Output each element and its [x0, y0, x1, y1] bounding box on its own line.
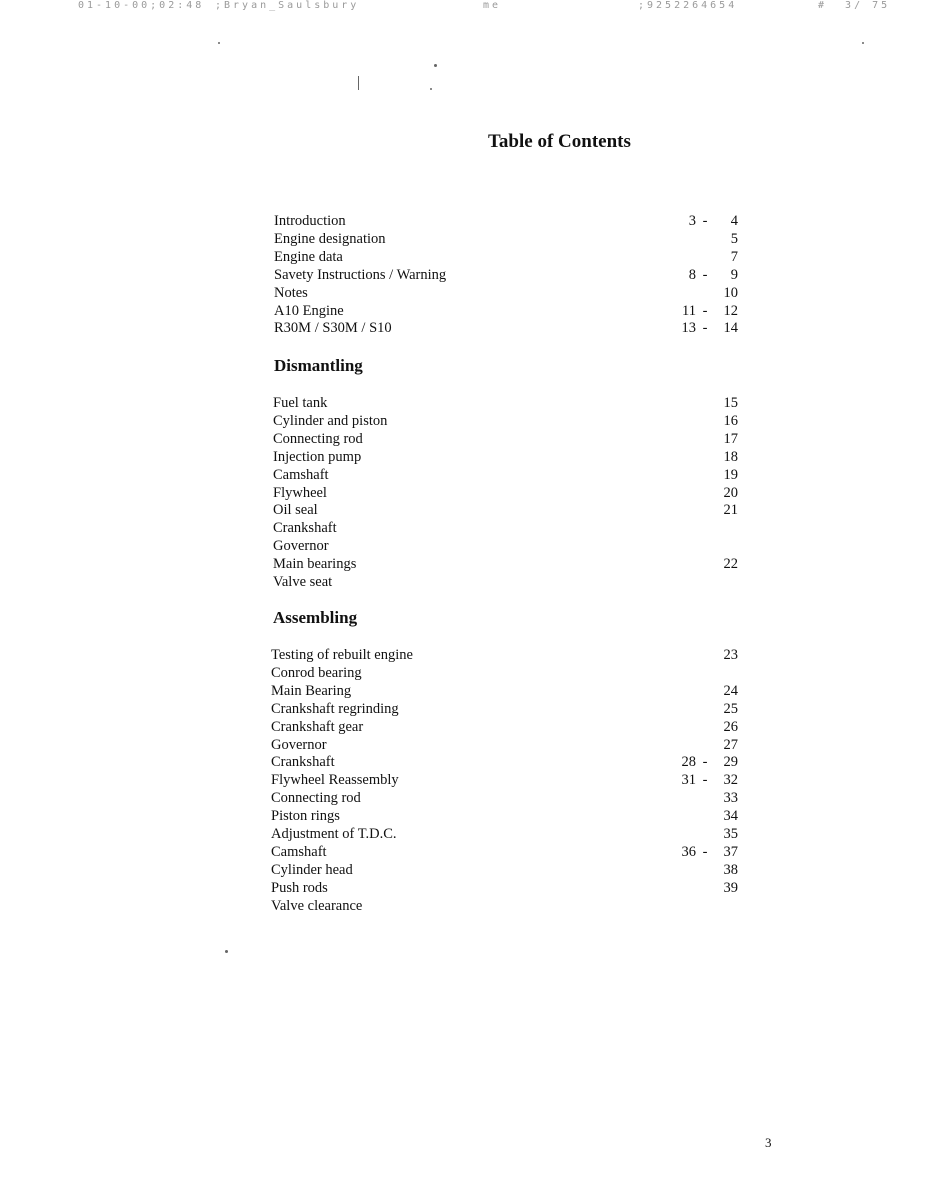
toc-page-start: 8 [688, 266, 696, 283]
toc-entry-label: Fuel tank [273, 395, 328, 411]
toc-entry-label: Adjustment of T.D.C. [271, 826, 397, 842]
toc-page-start: 28 [681, 754, 696, 771]
toc-entry-label: Valve clearance [271, 897, 363, 914]
toc-entry-label: Crankshaft [271, 754, 335, 771]
toc-page-end: 16 [723, 412, 738, 429]
toc-entry-label: Notes [274, 284, 308, 301]
toc-entry-label: Camshaft [273, 466, 329, 483]
toc-page-end: 23 [723, 647, 738, 663]
toc-entry-label: Engine data [274, 248, 343, 265]
fax-page: # 3/ 75 [818, 0, 891, 11]
fax-name: me [483, 0, 502, 11]
toc-page-dash: - [702, 302, 708, 319]
toc-page-end: 39 [723, 879, 738, 896]
toc-page-start: 13 [681, 320, 696, 337]
toc-page-start: 36 [681, 843, 696, 860]
fax-header [0, 0, 931, 14]
toc-page-end: 5 [730, 230, 738, 247]
toc-entry [0, 771, 931, 789]
toc-page-dash: - [702, 213, 708, 229]
toc-entry-label: Main bearings [273, 556, 357, 573]
toc-entry [0, 466, 931, 484]
toc-entry [0, 664, 931, 682]
toc-entry [0, 319, 931, 337]
assembling-heading: Assembling [273, 608, 358, 627]
toc-entry [0, 573, 931, 591]
toc-entry-label: Oil seal [273, 502, 318, 519]
toc-page-end: 17 [723, 430, 738, 447]
toc-entry-label: A10 Engine [274, 302, 344, 319]
toc-page-end: 9 [730, 266, 738, 283]
toc-entry-label: Connecting rod [271, 790, 361, 807]
toc-entry [0, 266, 931, 284]
toc-entry [0, 212, 931, 230]
toc-entry-label: Valve seat [273, 574, 333, 590]
toc-entry [0, 248, 931, 266]
toc-page-end: 26 [723, 718, 738, 735]
toc-entry-label: Crankshaft gear [271, 718, 364, 735]
toc-entry-label: Flywheel Reassembly [271, 772, 399, 789]
toc-entry [0, 700, 931, 718]
toc-entry [0, 682, 931, 700]
toc-entry [0, 302, 931, 320]
toc-entry-label: R30M / S30M / S10 [274, 320, 392, 337]
toc-page-end: 20 [723, 484, 738, 501]
toc-page-end: 24 [723, 682, 738, 699]
toc-entry-label: Savety Instructions / Warning [274, 266, 447, 283]
toc-entry-label: Crankshaft [273, 520, 337, 537]
toc-page-start: 31 [681, 772, 696, 789]
toc-entry [0, 861, 931, 879]
toc-page-end: 37 [723, 843, 738, 860]
toc-entry [0, 843, 931, 861]
toc-entry [0, 789, 931, 807]
toc-page-end: 21 [723, 502, 738, 519]
toc-page-end: 27 [723, 736, 738, 753]
toc-page-end: 14 [723, 320, 738, 337]
toc-entry-label: Cylinder and piston [273, 412, 388, 429]
toc-page-end: 15 [723, 395, 738, 411]
toc-page-dash: - [702, 754, 708, 771]
toc-page-end: 34 [723, 808, 738, 825]
toc-page-end: 10 [723, 284, 738, 301]
toc-entry [0, 519, 931, 537]
toc-entry [0, 448, 931, 466]
toc-entry [0, 394, 931, 412]
toc-page-start: 3 [688, 213, 696, 229]
toc-entry [0, 412, 931, 430]
toc-entry-label: Push rods [271, 879, 328, 896]
toc-entry-label: Introduction [274, 213, 346, 229]
toc-page-end: 4 [730, 213, 738, 229]
toc-entry [0, 825, 931, 843]
toc-entry-label: Camshaft [271, 843, 327, 860]
dismantling-heading: Dismantling [274, 356, 363, 375]
toc-page-dash: - [702, 266, 708, 283]
toc-page-dash: - [702, 320, 708, 337]
toc-entry-label: Flywheel [273, 484, 327, 501]
toc-page-end: 33 [723, 790, 738, 807]
toc-entry [0, 736, 931, 754]
toc-page-end: 32 [723, 772, 738, 789]
toc-entry-label: Governor [273, 538, 329, 555]
toc-entry [0, 430, 931, 448]
toc-page-end: 29 [723, 754, 738, 771]
fax-sender: ;Bryan_Saulsbury [215, 0, 360, 11]
toc-page-end: 35 [723, 826, 738, 842]
toc-entry-label: Cylinder head [271, 861, 353, 878]
page-number: 3 [765, 1135, 772, 1150]
toc-entry [0, 807, 931, 825]
toc-page-end: 38 [723, 861, 738, 878]
toc-entry [0, 555, 931, 573]
toc-page-end: 7 [730, 248, 738, 265]
toc-entry-label: Conrod bearing [271, 664, 362, 681]
page-title: Table of Contents [488, 131, 631, 152]
toc-page-end: 19 [723, 466, 738, 483]
toc-entry [0, 537, 931, 555]
toc-entry [0, 646, 931, 664]
toc-entry-label: Governor [271, 736, 327, 753]
toc-page-end: 22 [723, 556, 738, 573]
toc-page-dash: - [702, 772, 708, 789]
fax-timestamp: 01-10-00;02:48 [78, 0, 205, 11]
toc-entry [0, 230, 931, 248]
toc-entry [0, 897, 931, 915]
toc-entry [0, 718, 931, 736]
toc-entry [0, 501, 931, 519]
fax-phone: ;9252264654 [638, 0, 738, 11]
toc-entry [0, 484, 931, 502]
toc-page-end: 12 [723, 302, 738, 319]
toc-entry-label: Engine designation [274, 230, 386, 247]
toc-entry [0, 879, 931, 897]
toc-entry-label: Testing of rebuilt engine [271, 647, 413, 663]
toc-entry-label: Main Bearing [271, 682, 352, 699]
toc-page-start: 11 [682, 302, 696, 319]
toc-page-dash: - [702, 843, 708, 860]
toc-entry-label: Crankshaft regrinding [271, 700, 399, 717]
toc-page-end: 25 [723, 700, 738, 717]
toc-entry-label: Injection pump [273, 448, 362, 465]
toc-entry-label: Piston rings [271, 808, 340, 825]
toc-entry-label: Connecting rod [273, 430, 363, 447]
toc-entry [0, 753, 931, 771]
toc-page-end: 18 [723, 448, 738, 465]
toc-entry [0, 284, 931, 302]
